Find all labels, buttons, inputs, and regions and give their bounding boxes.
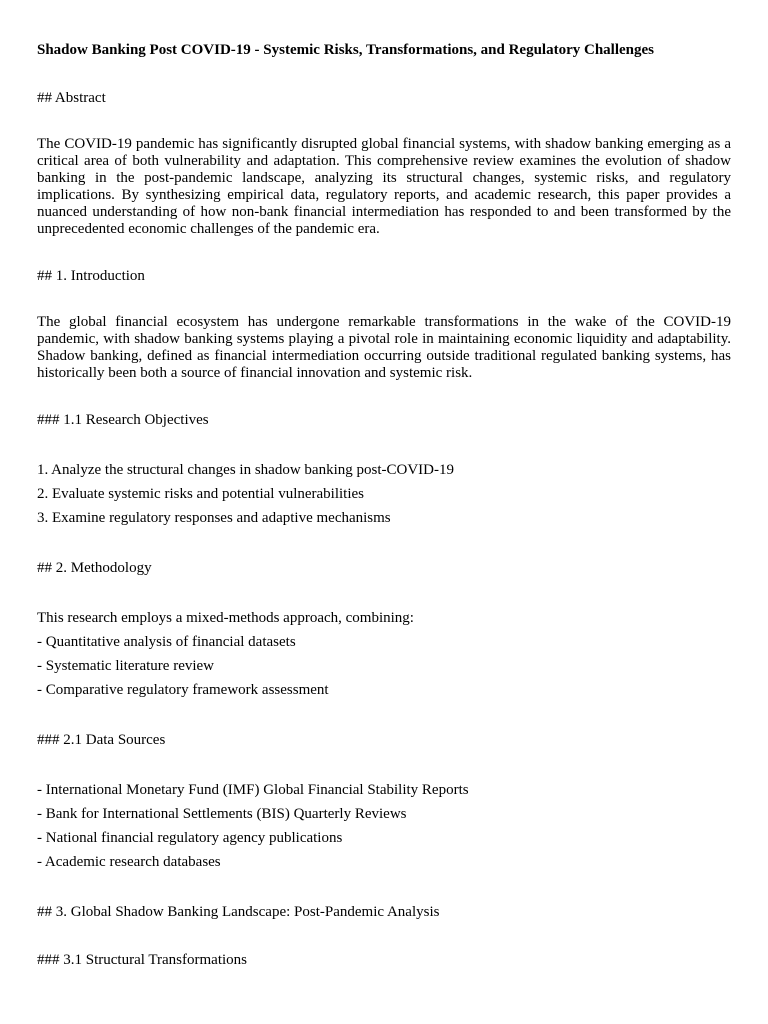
abstract-heading: ## Abstract xyxy=(37,90,106,106)
list-item: - Comparative regulatory framework assessment xyxy=(37,682,329,698)
methodology-heading: ## 2. Methodology xyxy=(37,560,152,576)
list-item: - International Monetary Fund (IMF) Global Financial Stability Reports xyxy=(37,782,469,798)
list-item: - Academic research databases xyxy=(37,854,221,870)
methodology-intro: This research employs a mixed-methods approach, combining: xyxy=(37,610,414,626)
list-item: 1. Analyze the structural changes in shadow banking post-COVID-19 xyxy=(37,462,454,478)
methodology-list xyxy=(37,630,731,702)
paper-title: Shadow Banking Post COVID-19 - Systemic Risks, Transformations, and Regulatory Challenges xyxy=(37,42,655,58)
data-sources-list xyxy=(37,778,731,874)
data-sources-heading: ### 2.1 Data Sources xyxy=(37,732,166,748)
list-item: - Bank for International Settlements (BIS) Quarterly Reviews xyxy=(37,806,407,822)
research-objectives-list xyxy=(37,458,731,530)
introduction-heading: ## 1. Introduction xyxy=(37,268,145,284)
abstract-paragraph: The COVID-19 pandemic has significantly disrupted global financial systems, with shadow banking emerging as a critical area of both vulnerability and adaptation. This comprehensive review examines the evolution of shadow banking in the post-pandemic landscape, analyzing its structural changes, systemic risks, and regulatory implications. By synthesizing empirical data, regulatory reports, and academic research, this paper provides a nuanced understanding of how non-bank financial intermediation has responded to and been transformed by the unprecedented economic challenges of the pandemic era. xyxy=(37,136,731,237)
list-item: 2. Evaluate systemic risks and potential vulnerabilities xyxy=(37,486,365,502)
list-item: - Systematic literature review xyxy=(37,658,215,674)
structural-transformations-heading: ### 3.1 Structural Transformations xyxy=(37,952,247,968)
research-objectives-heading: ### 1.1 Research Objectives xyxy=(37,412,209,428)
landscape-heading: ## 3. Global Shadow Banking Landscape: Post-Pandemic Analysis xyxy=(37,904,440,920)
list-item: - National financial regulatory agency publications xyxy=(37,830,343,846)
list-item: - Quantitative analysis of financial datasets xyxy=(37,634,296,650)
introduction-paragraph: The global financial ecosystem has undergone remarkable transformations in the wake of the COVID-19 pandemic, with shadow banking systems playing a pivotal role in maintaining economic liquidity and adaptability. Shadow banking, defined as financial intermediation occurring outside traditional regulated banking systems, has historically been both a source of financial innovation and systemic risk. xyxy=(37,314,731,381)
list-item: 3. Examine regulatory responses and adaptive mechanisms xyxy=(37,510,391,526)
